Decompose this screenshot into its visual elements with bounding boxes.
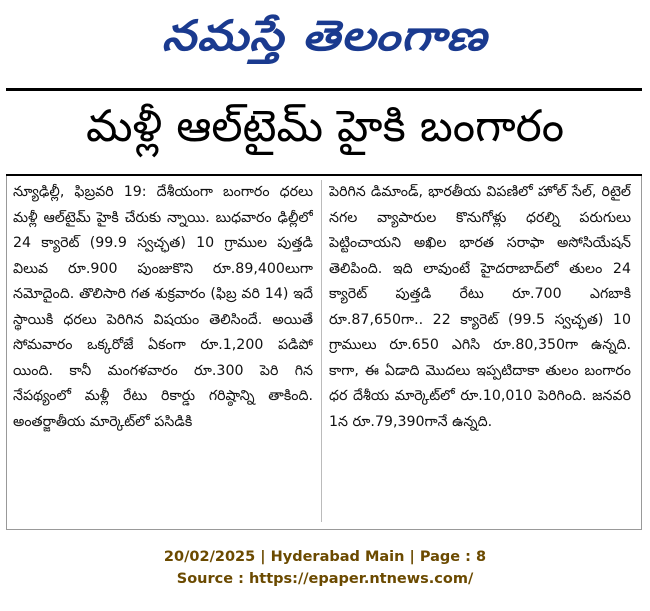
- article-headline: మళ్లీ ఆల్‌టైమ్‌ హైకి బంగారం: [86, 101, 564, 152]
- source-footer: [0, 546, 650, 590]
- article-column-left: [13, 180, 313, 526]
- column-divider: [321, 180, 322, 522]
- article-column-right: [329, 180, 631, 526]
- article-text-right: పెరిగిన డిమాండ్‌, భారతీయ విపణిలో హోల్‌ సేల్‌, రిటైల్‌ నగల వ్యాపారుల కొనుగోళ్లు ధరల్ని పరుగులు పెట్టించాయని అఖిల భారత సరాఫా అసోసియేషన్‌ తెలిపింది. ఇది లావుంటే హైదరాబాద్‌లో తులం 24 క్యారెట్‌ పుత్తడి రేటు రూ.700 ఎగబాకి రూ.87,650గా.. 22 క్యారెట్‌ (99.5 స్వచ్ఛత) 10 గ్రాములు రూ.650 ఎగిసి రూ.80,350గా ఉన్నది. కాగా, ఈ ఏడాది మొదలు ఇప్పటిదాకా తులం బంగారం ధర దేశీయ మార్కెట్‌లో రూ.10,010 పెరిగింది. జనవరి 1న రూ.79,390గానే ఉన్నది.: [329, 184, 631, 430]
- top-rule: [6, 88, 642, 91]
- article-body: [6, 176, 642, 530]
- newspaper-logo: నమస్తే తెలంగాణ: [162, 11, 488, 60]
- source-url: Source : https://epaper.ntnews.com/: [176, 571, 474, 587]
- masthead: [0, 0, 650, 82]
- edition-info: 20/02/2025 | Hyderabad Main | Page : 8: [163, 549, 487, 565]
- article-text-left: న్యూఢిల్లీ, ఫిబ్రవరి 19: దేశీయంగా బంగారం ధరలు మళ్లీ ఆల్‌టైమ్‌ హైకి చేరుకు న్నాయి. బుధవారం ఢిల్లీలో 24 క్యారెట్‌ (99.9 స్వచ్ఛత) 10 గ్రాముల పుత్తడి విలువ రూ.900 పుంజుకొని రూ.89,400లుగా నమోదైంది. తొలిసారి గత శుక్రవారం (ఫిబ్ర వరి 14) ఇదే స్థాయికి ధరలు పెరిగిన విషయం తెలిసిందే. అయితే సోమవారం ఒక్కరోజే ఏకంగా రూ.1,200 పడిపో యింది. కానీ మంగళవారం రూ.300 పెరి గిన నేపథ్యంలో మళ్లీ రేటు రికార్డు గరిష్ఠాన్ని తాకింది. అంతర్జాతీయ మార్కెట్‌లో పసిడికి: [13, 184, 313, 430]
